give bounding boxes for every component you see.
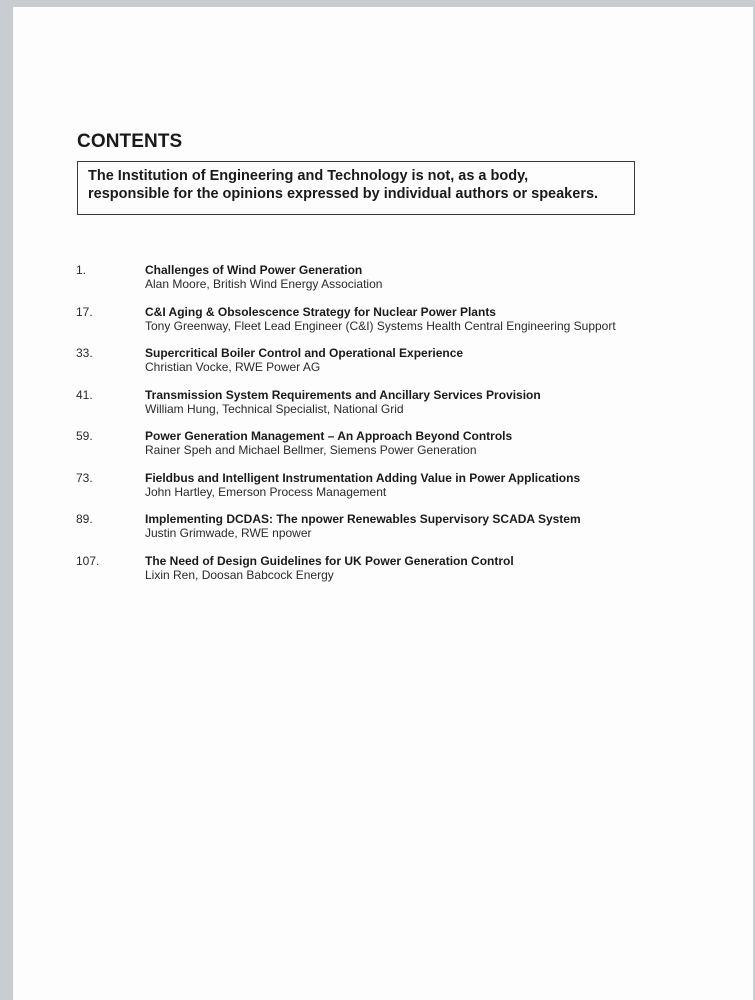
toc-author: Christian Vocke, RWE Power AG xyxy=(145,360,321,374)
toc-page-number: 41. xyxy=(76,387,93,402)
document-page xyxy=(13,7,753,1000)
toc-entry xyxy=(76,388,746,430)
disclaimer-line-1: The Institution of Engineering and Technology is not, as a body, xyxy=(88,168,529,184)
toc-author: William Hung, Technical Specialist, National Grid xyxy=(145,401,404,416)
toc-title: The Need of Design Guidelines for UK Power Generation Control xyxy=(145,553,514,568)
toc-title: Power Generation Management – An Approach Beyond Controls xyxy=(145,429,513,443)
toc-author: Rainer Speh and Michael Bellmer, Siemens Power Generation xyxy=(145,443,477,457)
toc-title: C&I Aging & Obsolescence Strategy for Nuclear Power Plants xyxy=(145,304,496,319)
toc-entry xyxy=(76,554,746,596)
toc-author: Lixin Ren, Doosan Babcock Energy xyxy=(145,567,334,582)
disclaimer-line-2: responsible for the opinions expressed by individual authors or speakers. xyxy=(88,186,599,202)
toc-author: John Hartley, Emerson Process Management xyxy=(145,484,387,499)
toc-page-number: 73. xyxy=(76,470,93,485)
toc-entry xyxy=(76,263,746,305)
disclaimer-box xyxy=(77,161,635,215)
toc-entry xyxy=(76,305,746,347)
toc-title: Transmission System Requirements and Ancillary Services Provision xyxy=(145,387,541,402)
toc-page-number: 1. xyxy=(76,263,87,277)
table-of-contents xyxy=(76,263,746,595)
toc-entry xyxy=(76,429,746,471)
toc-page-number: 17. xyxy=(76,304,93,319)
toc-title: Implementing DCDAS: The npower Renewables Supervisory SCADA System xyxy=(145,512,581,526)
toc-author: Alan Moore, British Wind Energy Association xyxy=(145,277,383,291)
toc-entry xyxy=(76,346,746,388)
toc-page-number: 89. xyxy=(76,512,93,526)
toc-author: Justin Grimwade, RWE npower xyxy=(145,526,312,540)
toc-title: Supercritical Boiler Control and Operational Experience xyxy=(145,346,464,360)
toc-title: Fieldbus and Intelligent Instrumentation Adding Value in Power Applications xyxy=(145,470,581,485)
toc-author: Tony Greenway, Fleet Lead Engineer (C&I) Systems Health Central Engineering Support xyxy=(145,318,616,333)
toc-entry xyxy=(76,471,746,513)
toc-page-number: 59. xyxy=(76,429,93,443)
toc-title: Challenges of Wind Power Generation xyxy=(145,263,363,277)
toc-entry xyxy=(76,512,746,554)
page-title: CONTENTS xyxy=(77,131,183,152)
toc-page-number: 33. xyxy=(76,346,93,360)
toc-page-number: 107. xyxy=(76,553,100,568)
